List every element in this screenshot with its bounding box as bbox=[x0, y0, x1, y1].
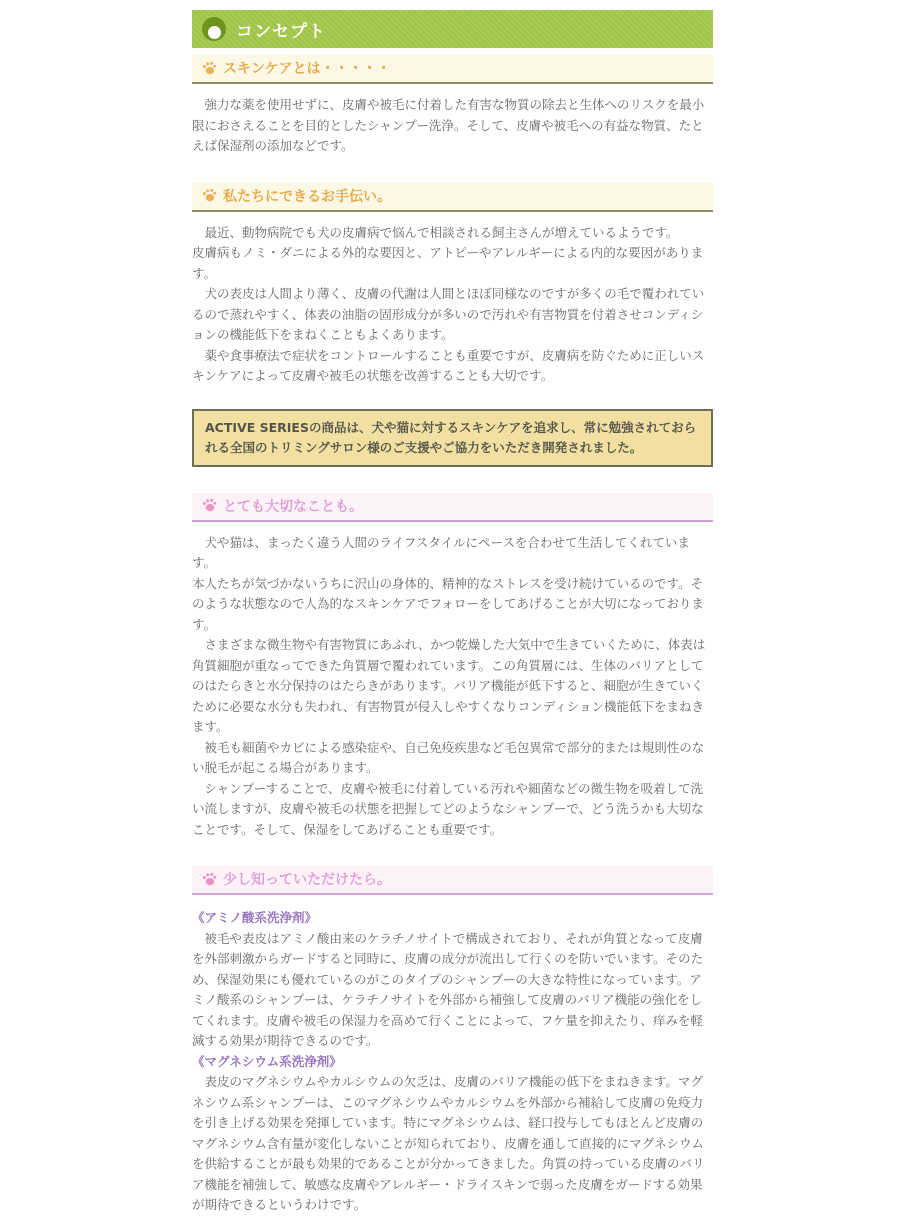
subheading-amino-acid-cleanser: 《アミノ酸系洗浄剤》 bbox=[192, 910, 318, 925]
section-important bbox=[192, 493, 713, 841]
section-body bbox=[192, 533, 713, 841]
paragraph: 薬や食事療法で症状をコントロールすることも重要ですが、皮膚病を防ぐために正しいスキンケアによって皮膚や被毛の状態を改善することも大切です。 bbox=[192, 347, 705, 383]
paragraph: 犬の表皮は人間より薄く、皮膚の代謝は人間とほぼ同様なのですが多くの毛で覆われているので蒸れやすく、体表の油脂の固形成分が多いので汚れや有害物質を付着させコンディションの機能低下をまねくこともよくあります。 bbox=[192, 286, 705, 342]
section-body bbox=[192, 908, 713, 1216]
section-heading-skincare bbox=[192, 55, 713, 84]
subheading-magnesium-cleanser: 《マグネシウム系洗浄剤》 bbox=[192, 1053, 342, 1069]
section-knowledge bbox=[192, 866, 713, 1216]
paw-icon bbox=[202, 498, 217, 513]
paw-icon bbox=[202, 61, 217, 76]
paragraph: 被毛や表皮はアミノ酸由来のケラチノサイトで構成されており、それが角質となって皮膚を外部刺激からガードすると同時に、皮膚の成分が流出して行くのを防いでいます。そのため、保湿効果にも優れているのがこのタイプのシャンプーの大きな特性になっています。アミノ酸系のシャンプーは、ケラチノサイトを外部から補強して皮膚のバリア機能の強化をしてくれます。皮膚や被毛の保湿力を高めて行くことによって、フケ量を抑えたり、痒みを軽減する効果が期待できるのです。 bbox=[192, 930, 704, 1048]
content-column bbox=[192, 0, 713, 1216]
section-body bbox=[192, 95, 713, 157]
section-title: 少し知っていただけたら。 bbox=[223, 872, 391, 888]
paragraph: 犬や猫は、まったく違う人間のライフスタイルにペースを合わせて生活してくれています。 bbox=[192, 534, 690, 570]
section-help bbox=[192, 183, 713, 387]
paragraph: さまざまな微生物や有害物質にあふれ、かつ乾燥した大気中で生きていくために、体表は角質細胞が重なってできた角質層で覆われています。この角質層には、生体のバリアとしてのはたらきと水分保持のはたらきがあります。バリア機能が低下すると、細胞が生きていくために必要な水分も失われ、有害物質が侵入しやすくなりコンディション機能低下をまねきます。 bbox=[192, 637, 706, 734]
paragraph: 皮膚病もノミ・ダニによる外的な要因と、アトピーやアレルギーによる内的な要因があります。 bbox=[192, 245, 704, 281]
section-heading-knowledge bbox=[192, 866, 713, 895]
concept-header-bar bbox=[192, 10, 713, 48]
paw-icon bbox=[202, 188, 217, 203]
section-heading-help bbox=[192, 183, 713, 212]
section-skincare bbox=[192, 55, 713, 157]
paragraph: 最近、動物病院でも犬の皮膚病で悩んで相談される飼主さんが増えているようです。 bbox=[192, 224, 679, 240]
paw-icon bbox=[202, 872, 217, 887]
paragraph: 本人たちが気づかないうちに沢山の身体的、精神的なストレスを受け続けているのです。そのような状態なので人為的なスキンケアでフォローをしてあげることが大切になっております。 bbox=[192, 575, 704, 632]
section-title: 私たちにできるお手伝い。 bbox=[223, 188, 391, 205]
paragraph: 強力な薬を使用せずに、皮膚や被毛に付着した有害な物質の除去と生体へのリスクを最小限におさえることを目的としたシャンプー洗浄。そして、皮膚や被毛への有益な物質、たとえば保湿剤の添加などです。 bbox=[192, 97, 705, 153]
section-heading-important bbox=[192, 493, 713, 522]
circle-bullet-icon bbox=[202, 17, 226, 41]
paragraph: シャンプーすることで、皮膚や被毛に付着している汚れや細菌などの微生物を吸着して洗い流しますが、皮膚や被毛の状態を把握してどのようなシャンプーで、どう洗うかも大切なことです。そして、保湿をしてあげることも重要です。 bbox=[192, 780, 704, 837]
section-title: スキンケアとは・・・・・ bbox=[223, 61, 391, 77]
page-title: コンセプト bbox=[236, 21, 326, 42]
section-title: とても大切なことも。 bbox=[223, 498, 363, 515]
section-body bbox=[192, 223, 713, 387]
paragraph: 被毛も細菌やカビによる感染症や、自己免疫疾患など毛包異常で部分的または規則性のない脱毛が起こる場合があります。 bbox=[192, 739, 705, 775]
active-series-highlight-box: ACTIVE SERIESの商品は、犬や猫に対するスキンケアを追求し、常に勉強されておられる全国のトリミングサロン様のご支援やご協力をいただき開発されました。 bbox=[192, 409, 713, 467]
paragraph: 表皮のマグネシウムやカルシウムの欠乏は、皮膚のバリア機能の低下をまねきます。マグネシウム系シャンプーは、このマグネシウムやカルシウムを外部から補給して皮膚の免疫力を引き上げる効果を発揮しています。特にマグネシウムは、経口投与してもほとんど皮膚のマグネシウム含有量が変化しないことが知られており、皮膚を通して直接的にマグネシウムを供給することが最も効果的であることが分かってきました。角質の持っている皮膚のバリア機能を補強して、敏感な皮膚やアレルギー・ドライスキンで弱った皮膚をガードする効果が期待できるというわけです。 bbox=[192, 1074, 705, 1212]
